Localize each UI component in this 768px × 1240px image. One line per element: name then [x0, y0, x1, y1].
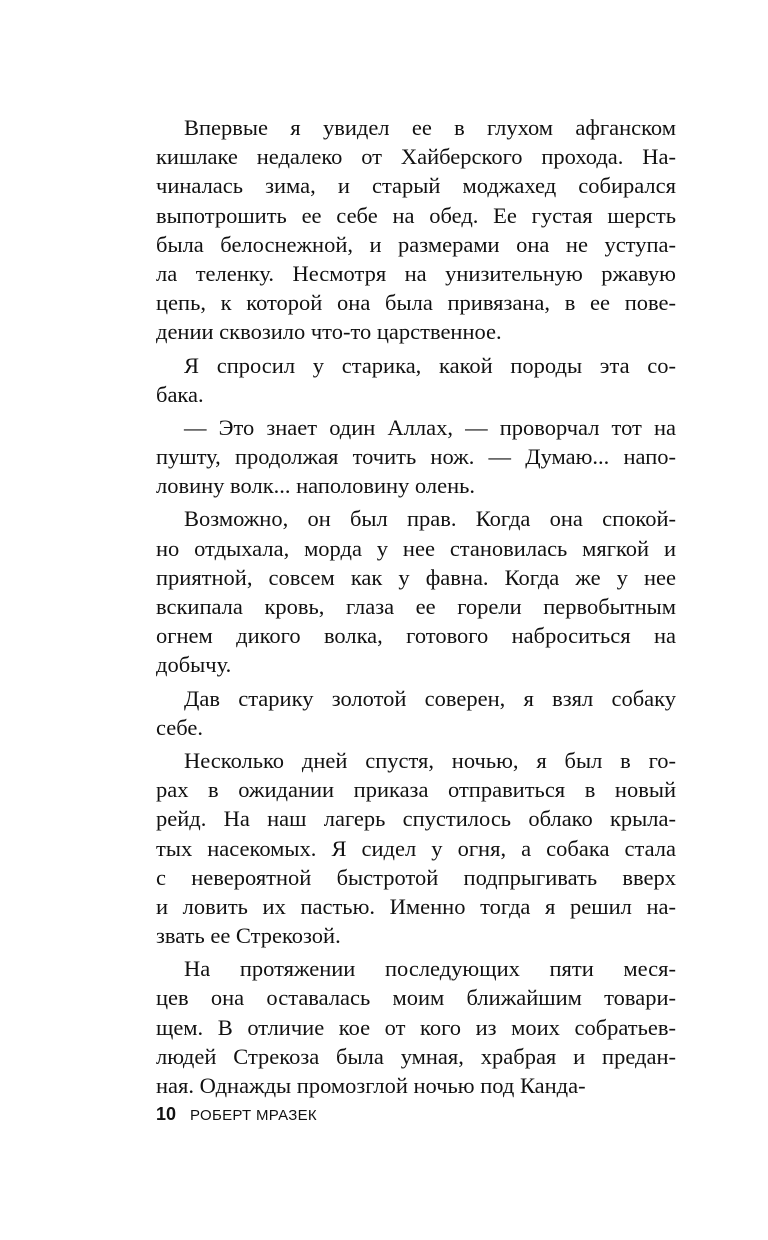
- text-line: цепь, к которой она была привязана, в ее пове-: [156, 290, 676, 316]
- text-line: Несколько дней спустя, ночью, я был в го-: [184, 747, 676, 773]
- text-line: с невероятной быстротой подпрыгивать вверх: [156, 864, 676, 890]
- text-line: выпотрошить ее себе на обед. Ее густая шерсть: [156, 202, 676, 228]
- text-line: ная. Однажды промозглой ночью под Канда-: [156, 1073, 586, 1098]
- text-line: но отдыхала, морда у нее становилась мягкой и: [156, 535, 676, 561]
- text-line: ла теленку. Несмотря на унизительную ржавую: [156, 260, 676, 286]
- paragraph: [156, 746, 676, 950]
- text-line: бака.: [156, 381, 204, 407]
- text-line: ловину волк... наполовину олень.: [156, 473, 476, 499]
- text-line: рах в ожидании приказа отправиться в новый: [156, 777, 676, 803]
- text-line: Впервые я увидел ее в глухом афганском: [184, 115, 676, 140]
- text-line: добычу.: [156, 652, 232, 678]
- body-text: [156, 113, 676, 1100]
- page-number: 10: [156, 1104, 177, 1124]
- text-line: кишлаке недалеко от Хайберского прохода. На-: [156, 144, 676, 170]
- paragraph: [156, 504, 676, 679]
- text-line: и ловить их пастью. Именно тогда я решил на-: [156, 893, 676, 919]
- text-line: — Это знает один Аллах, — проворчал тот на: [184, 414, 676, 440]
- paragraph: [156, 684, 676, 742]
- text-line: себе.: [156, 714, 204, 740]
- text-line: щем. В отличие кое от кого из моих собратьев-: [156, 1014, 676, 1040]
- page-footer: [156, 1104, 317, 1125]
- text-line: пушту, продолжая точить нож. — Думаю... напо-: [156, 444, 676, 470]
- paragraph: [156, 113, 676, 347]
- text-line: людей Стрекоза была умная, храбрая и предан-: [156, 1043, 676, 1069]
- text-line: дении сквозило что-то царственное.: [156, 319, 502, 345]
- paragraph: [156, 413, 676, 501]
- text-line: На протяжении последующих пяти меся-: [184, 956, 676, 982]
- text-line: цев она оставалась моим ближайшим товари-: [156, 985, 676, 1011]
- paragraph: [156, 351, 676, 409]
- text-line: чиналась зима, и старый моджахед собирался: [156, 173, 676, 199]
- text-line: огнем дикого волка, готового наброситься на: [156, 623, 676, 649]
- text-line: рейд. На наш лагерь спустилось облако крыла-: [156, 806, 676, 832]
- text-line: Я спросил у старика, какой породы эта со-: [184, 352, 676, 378]
- text-line: Возможно, он был прав. Когда она спокой-: [184, 506, 676, 532]
- text-line: Дав старику золотой соверен, я взял собаку: [184, 685, 676, 711]
- text-line: приятной, совсем как у фавна. Когда же у нее: [156, 564, 676, 590]
- text-line: тых насекомых. Я сидел у огня, а собака стала: [156, 835, 676, 861]
- text-line: вскипала кровь, глаза ее горели первобытным: [156, 594, 676, 619]
- paragraph: [156, 954, 676, 1100]
- text-line: звать ее Стрекозой.: [156, 923, 341, 949]
- running-head-author: РОБЕРТ МРАЗЕК: [190, 1107, 317, 1124]
- text-line: была белоснежной, и размерами она не уступа-: [156, 231, 676, 257]
